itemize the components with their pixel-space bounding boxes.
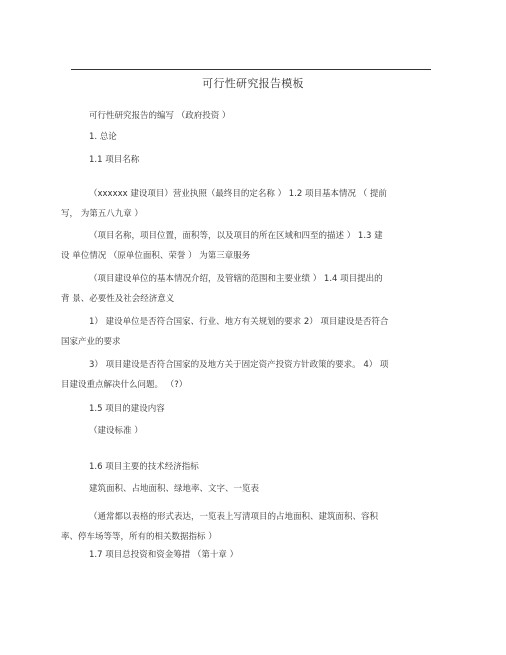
heading-project-name: 1.1 项目名称 <box>89 155 140 165</box>
paragraph-line: 背 景、必要性及社会经济意义 <box>61 294 175 304</box>
heading-construction-content: 1.5 项目的建设内容 <box>89 404 165 414</box>
document-title: 可行性研究报告模板 <box>202 77 304 90</box>
paragraph-project-location <box>61 226 433 266</box>
paragraph-planning-requirements <box>61 312 433 352</box>
paragraph-line: 目建设重点解决什么问题。 （?） <box>61 380 188 390</box>
paragraph-line: （项目建设单位的基本情况介绍，及管辖的范围和主要业绩 ） 1.4 项目提出的 <box>89 274 383 284</box>
header-rule <box>71 69 431 70</box>
paragraph-line: 国家产业的要求 <box>61 337 121 347</box>
paragraph-line: 设 单位情况 （原单位面积、荣誉 ） 为第三章服务 <box>61 251 251 261</box>
paragraph-line: 写， 为第五八九章 ） <box>61 209 143 219</box>
paragraph-indicator-list: 建筑面积、占地面积、绿地率、文字、一览表 <box>89 484 260 494</box>
paragraph-line: （项目名称，项目位置，面积等，以及项目的所在区域和四至的描述 ） 1.3 建 <box>89 231 383 241</box>
paragraph-line: 3） 项目建设是否符合国家的及地方关于固定资产投资方针政策的要求。 4） 项 <box>89 360 389 370</box>
paragraph-construction-standard: （建设标准 ） <box>89 426 143 436</box>
heading-technical-indicators: 1.6 项目主要的技术经济指标 <box>89 462 199 472</box>
paragraph-line: （通常都以表格的形式表达，一览表上写清项目的占地面积、建筑面积、容积 <box>89 512 379 522</box>
heading-total-investment: 1.7 项目总投资和资金筹措 （第十章 ） <box>89 550 239 560</box>
paragraph-builder-info <box>61 269 433 309</box>
paragraph-subtitle: 可行性研究报告的编写 （政府投资 ） <box>89 111 231 121</box>
paragraph-policy-requirements <box>61 355 433 395</box>
paragraph-line: 率、停车场等等，所有的相关数据指标 ） <box>61 532 217 542</box>
heading-overview: 1. 总论 <box>89 132 117 142</box>
paragraph-project-name <box>61 184 433 224</box>
paragraph-indicator-table-note <box>61 507 433 547</box>
paragraph-line: （xxxxxx 建设项目）营业执照（最终目的定名称 ） 1.2 项目基本情况 （ 提前 <box>89 189 387 199</box>
paragraph-line: 1） 建设单位是否符合国家、行业、地方有关规划的要求 2） 项目建设是否符合 <box>89 317 389 327</box>
